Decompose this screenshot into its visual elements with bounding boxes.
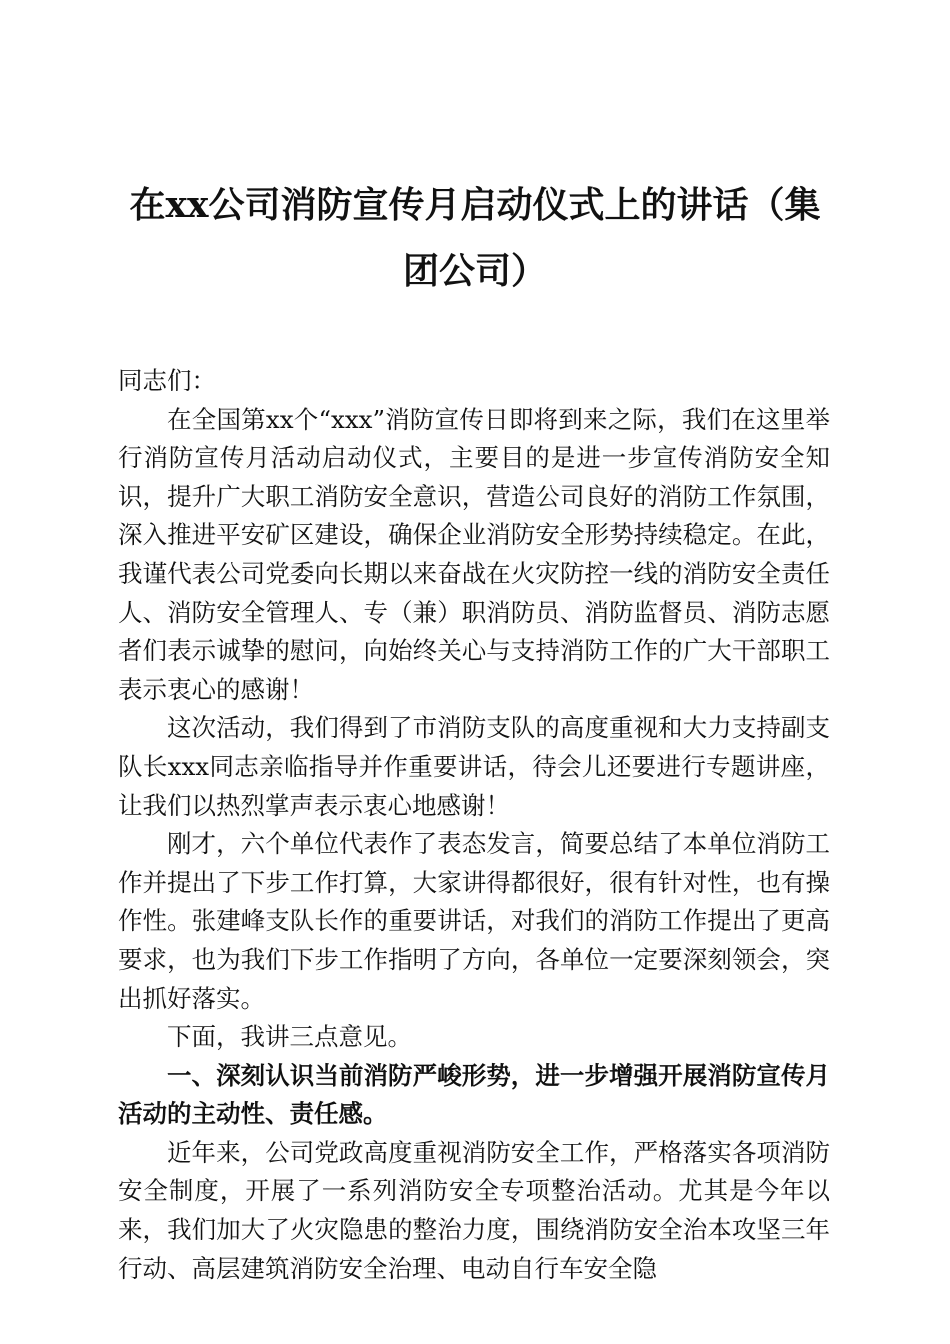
salutation: 同志们： <box>118 366 216 395</box>
paragraph: 下面，我讲三点意见。 <box>167 1022 412 1052</box>
paragraph: 刚才，六个单位代表作了表态发言，简要总结了本单位消防工作并提出了下步工作打算，大家讲得都很好，很有针对性，也有操作性。张建峰支队长作的重要讲话，对我们的消防工作提出了更高要求，也为我们下步工作指明了方向，各单位一定要深刻领会，突出抓好落实。 <box>118 829 830 1013</box>
paragraph: 这次活动，我们得到了市消防支队的高度重视和大力支持副支队长xxx同志亲临指导并作重要讲话，待会儿还要进行专题讲座，让我们以热烈掌声表示衷心地感谢！ <box>118 713 830 820</box>
document-body <box>118 362 830 1288</box>
paragraph: 近年来，公司党政高度重视消防安全工作，严格落实各项消防安全制度，开展了一系列消防安全专项整治活动。尤其是今年以来，我们加大了火灾隐患的整治力度，围绕消防安全治本攻坚三年行动、高层建筑消防安全治理、电动自行车安全隐 <box>118 1137 830 1283</box>
document-title: 在xx公司消防宣传月启动仪式上的讲话（集团公司） <box>129 184 821 292</box>
paragraph: 在全国第xx个“xxx”消防宣传日即将到来之际，我们在这里举行消防宣传月活动启动仪式，主要目的是进一步宣传消防安全知识，提升广大职工消防安全意识，营造公司良好的消防工作氛围，深入推进平安矿区建设，确保企业消防安全形势持续稳定。在此，我谨代表公司党委向长期以来奋战在火灾防控一线的消防安全责任人、消防安全管理人、专（兼）职消防员、消防监督员、消防志愿者们表示诚挚的慰问，向始终关心与支持消防工作的广大干部职工表示衷心的感谢！ <box>118 404 830 704</box>
section-heading: 一、深刻认识当前消防严峻形势，进一步增强开展消防宣传月活动的主动性、责任感。 <box>118 1060 830 1129</box>
